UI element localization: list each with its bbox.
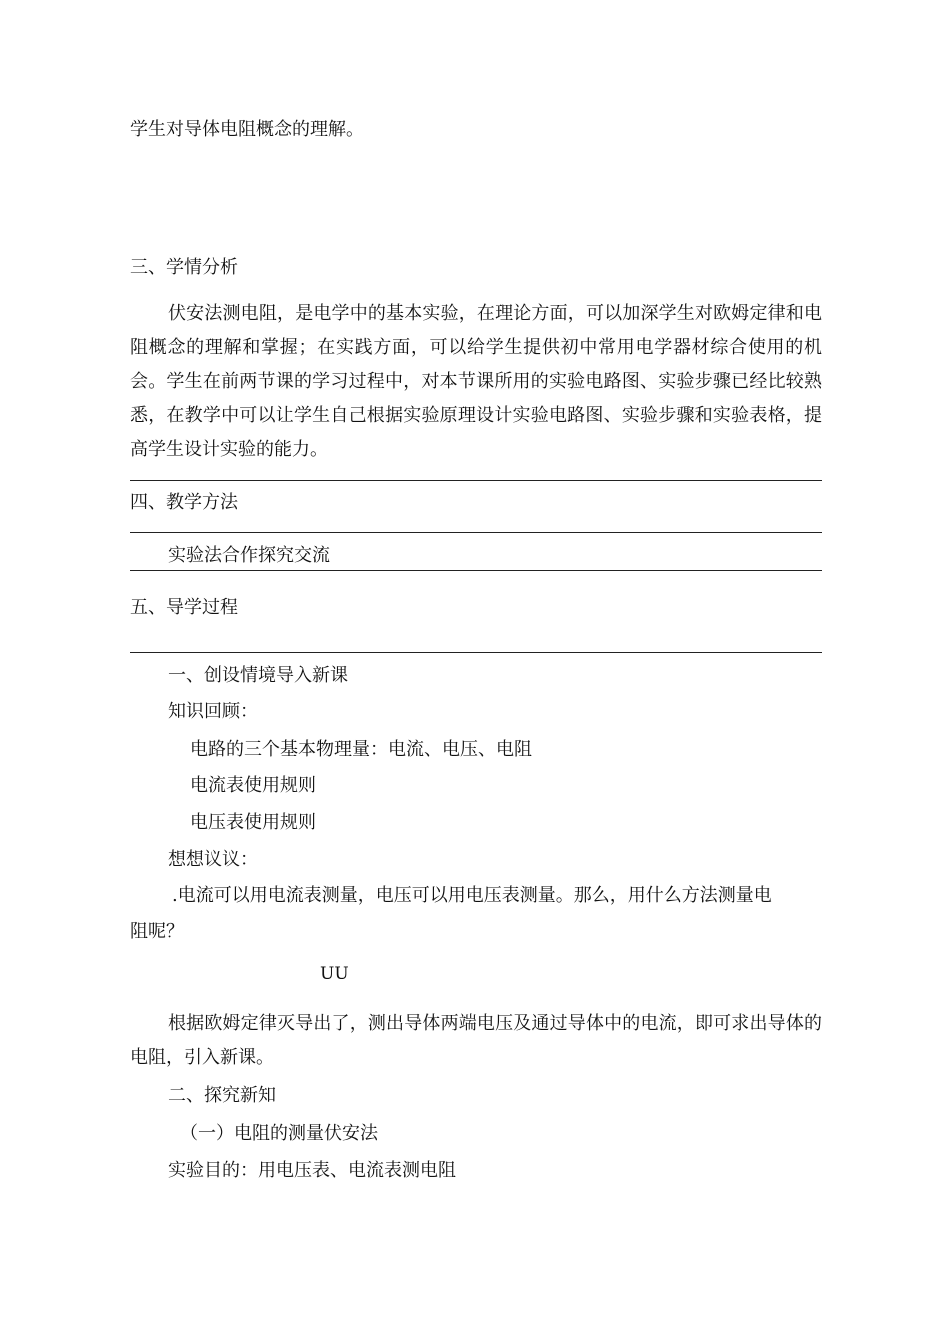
- review-label: 知识回顾：: [168, 701, 258, 722]
- subsection-heading: （一）电阻的测量伏安法: [180, 1123, 378, 1144]
- intro-tail-text: 学生对导体电阻概念的理解。: [130, 119, 364, 140]
- divider-line: [130, 652, 822, 653]
- formula-fragment: UU: [320, 964, 349, 984]
- review-item-1: 电路的三个基本物理量：电流、电压、电阻: [190, 739, 532, 760]
- section4-heading: 四、教学方法: [130, 492, 238, 513]
- experiment-aim: 实验目的：用电压表、电流表测电阻: [168, 1160, 456, 1181]
- step2-heading: 二、探究新知: [168, 1085, 276, 1106]
- section3-heading: 三、学情分析: [130, 257, 238, 278]
- divider-line: [130, 532, 822, 533]
- discuss-line-1: .电流可以用电流表测量，电压可以用电压表测量。那么，用什么方法测量电: [172, 885, 772, 906]
- ohm-law-paragraph: 根据欧姆定律灭导出了，测出导体两端电压及通过导体中的电流，即可求出导体的电阻，引入新课。: [130, 1013, 822, 1068]
- review-item-2: 电流表使用规则: [190, 775, 316, 796]
- discuss-line-2: 阻呢？: [130, 921, 184, 942]
- section4-body: 实验法合作探究交流: [168, 545, 330, 566]
- section5-heading: 五、导学过程: [130, 597, 238, 618]
- divider-line: [130, 570, 822, 571]
- discuss-label: 想想议议：: [168, 849, 258, 870]
- section3-body: 伏安法测电阻，是电学中的基本实验，在理论方面，可以加深学生对欧姆定律和电阻概念的理解和掌握；在实践方面，可以给学生提供初中常用电学器材综合使用的机会。学生在前两节课的学习过程中，对本节课所用的实验电路图、实验步骤已经比较熟悉，在教学中可以让学生自己根据实验原理设计实验电路图、实验步骤和实验表格，提高学生设计实验的能力。: [130, 303, 822, 460]
- divider-line: [130, 480, 822, 481]
- step1-heading: 一、创设情境导入新课: [168, 665, 348, 686]
- review-item-3: 电压表使用规则: [190, 812, 316, 833]
